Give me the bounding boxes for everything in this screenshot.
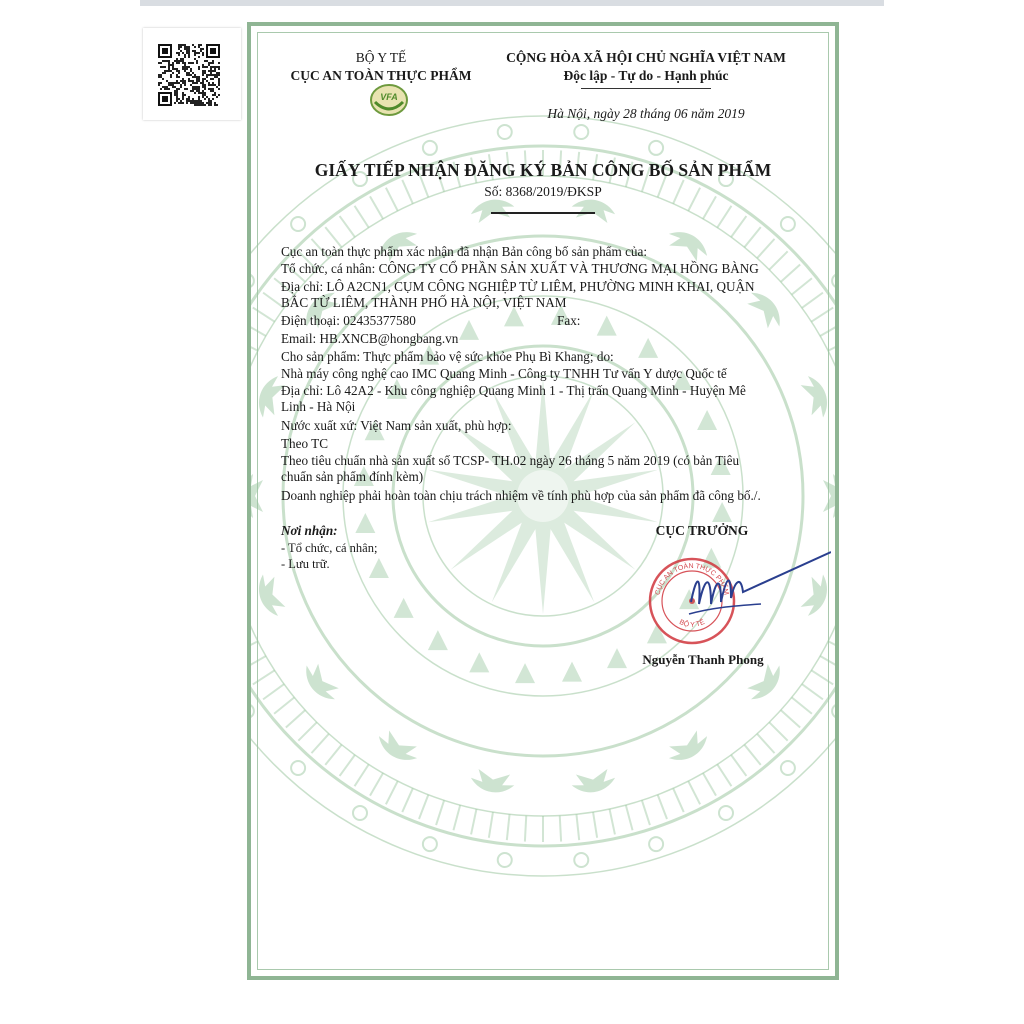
- recipients-title: Nơi nhận:: [281, 523, 338, 538]
- body-line-manufacturer-address: Địa chỉ: Lô 42A2 - Khu công nghiệp Quang Minh 1 - Thị trấn Quang Minh - Huyện Mê: [281, 383, 746, 398]
- recipient-item: - Tổ chức, cá nhân;: [281, 541, 378, 555]
- fax-label: Fax:: [557, 313, 581, 328]
- document-title: GIẤY TIẾP NHẬN ĐĂNG KÝ BẢN CÔNG BỐ SẢN PHẨM: [314, 160, 772, 180]
- agency-name: CỤC AN TOÀN THỰC PHẨM: [290, 68, 472, 83]
- body-line-organization: Tổ chức, cá nhân: CÔNG TY CỔ PHẦN SẢN XUẤT VÀ THƯƠNG MẠI HỒNG BÀNG: [281, 261, 759, 276]
- qr-code-icon: [158, 44, 224, 106]
- recipient-item: - Lưu trữ.: [281, 557, 330, 571]
- date-line: Hà Nội, ngày 28 tháng 06 năm 2019: [547, 106, 745, 121]
- body-line-manufacturer: Nhà máy công nghệ cao IMC Quang Minh - Công ty TNHH Tư vấn Y dược Quốc tế: [281, 366, 727, 381]
- top-bar: [140, 0, 884, 6]
- certificate-page: [247, 22, 839, 980]
- seal-inner-text: BỘ Y TẾ: [678, 618, 706, 629]
- vfa-logo-text: VFA: [380, 92, 398, 102]
- body-line-address: Địa chỉ: LÔ A2CN1, CỤM CÔNG NGHIỆP TỪ LIÊM, PHƯỜNG MINH KHAI, QUẬN: [281, 279, 755, 294]
- body-line-origin: Nước xuất xứ: Việt Nam sản xuất, phù hợp:: [281, 418, 512, 433]
- vfa-logo-icon: [369, 82, 409, 118]
- signer-position: CỤC TRƯỞNG: [655, 523, 749, 538]
- signer-name: Nguyễn Thanh Phong: [642, 652, 764, 667]
- seal-outer-text: CỤC AN TOÀN THỰC PHẨM: [654, 562, 730, 596]
- motto: Độc lập - Tự do - Hạnh phúc: [563, 68, 729, 83]
- body-line-address-cont: BẮC TỪ LIÊM, THÀNH PHỐ HÀ NỘI, VIỆT NAM: [281, 295, 567, 310]
- body-line-standard-detail: Theo tiêu chuẩn nhà sản xuất số TCSP- TH.02 ngày 26 tháng 5 năm 2019 (có bản Tiêu: [281, 453, 740, 468]
- country-name: CỘNG HÒA XÃ HỘI CHỦ NGHĨA VIỆT NAM: [506, 50, 786, 65]
- body-line-manufacturer-address-cont: Linh - Hà Nội: [281, 399, 356, 414]
- body-line-phone: Điện thoại: 02435377580: [281, 313, 416, 328]
- ministry-name: BỘ Y TẾ: [355, 50, 407, 65]
- handwritten-signature-icon: [671, 532, 831, 642]
- body-line-product: Cho sản phẩm: Thực phẩm bảo vệ sức khỏe Phụ Bì Khang; do:: [281, 349, 614, 364]
- body-line-standard-detail-cont: chuẩn sản phẩm đính kèm): [281, 469, 424, 484]
- qr-code-panel: [143, 28, 241, 120]
- body-line-standard: Theo TC: [281, 436, 329, 451]
- body-line-responsibility: Doanh nghiệp phải hoàn toàn chịu trách nhiệm về tính phù hợp của sản phẩm đã công bố./.: [281, 488, 761, 503]
- document-number: Số: 8368/2019/ĐKSP: [484, 184, 602, 199]
- body-line: Cục an toàn thực phẩm xác nhận đã nhận Bản công bố sản phẩm của:: [281, 244, 648, 259]
- title-underline: [491, 212, 595, 214]
- body-line-email: Email: HB.XNCB@hongbang.vn: [281, 331, 459, 346]
- motto-underline: [581, 88, 711, 89]
